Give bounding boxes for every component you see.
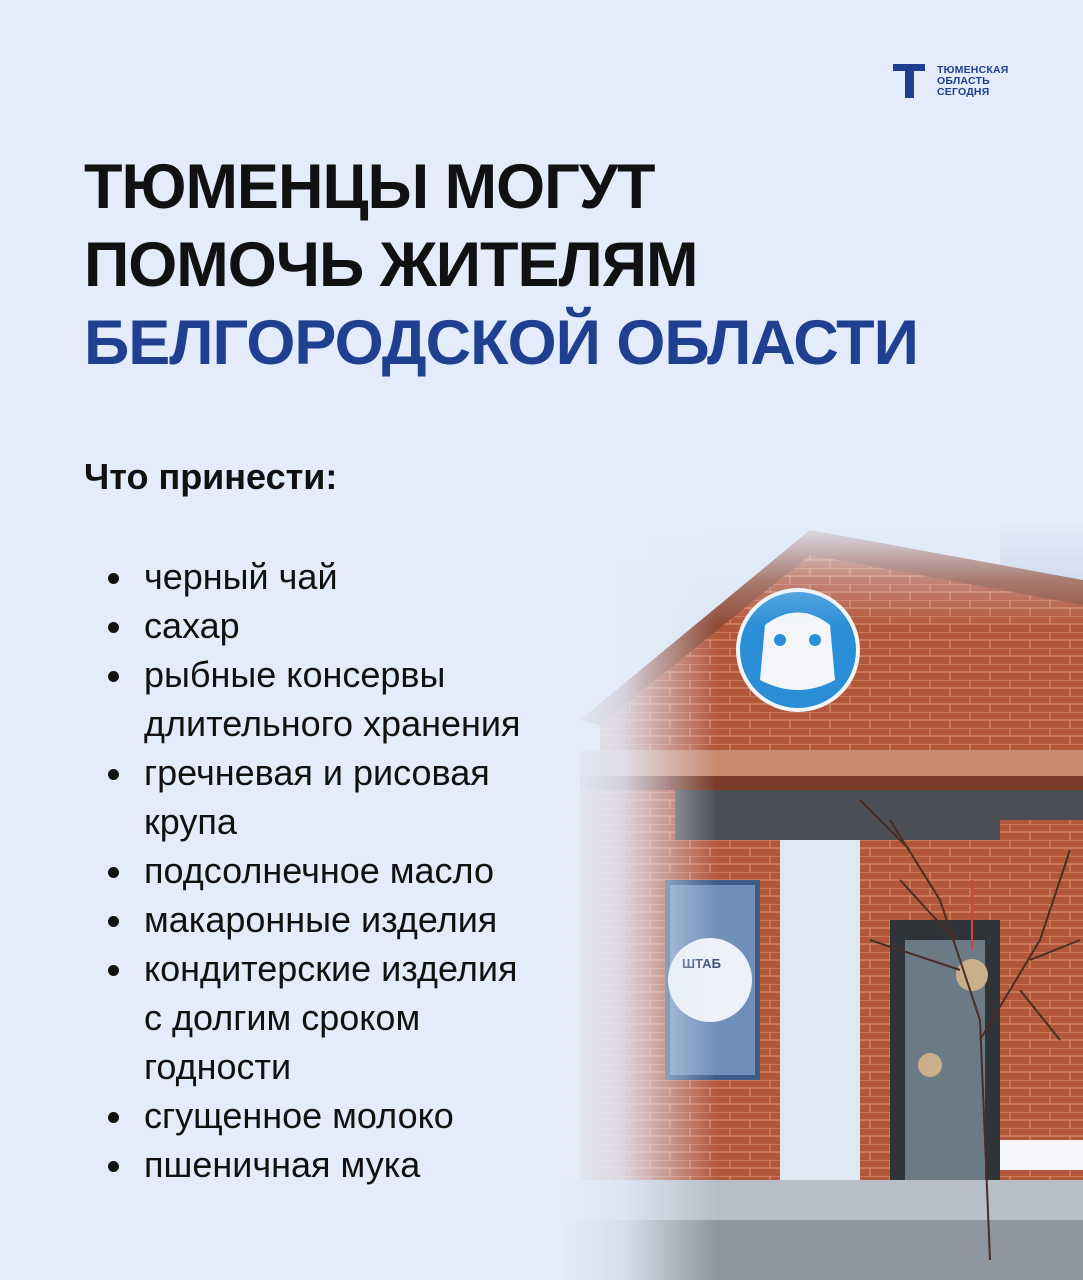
list-item: кондитерские изделия с долгим сроком годности (100, 944, 620, 1091)
headline-line-1: ТЮМЕНЦЫ МОГУТ (84, 152, 655, 222)
list-item: пшеничная мука (100, 1140, 620, 1189)
list-item: гречневая и рисовая крупа (100, 748, 620, 846)
logo-line-2: ОБЛАСТЬ (937, 74, 990, 87)
list-item: макаронные изделия (100, 895, 620, 944)
headline (84, 148, 918, 382)
brand-logo (893, 62, 1009, 100)
logo-text (937, 65, 1009, 98)
logo-line-1: ТЮМЕНСКАЯ (937, 63, 1009, 76)
list-item: сахар (100, 601, 620, 650)
items-list (100, 552, 620, 1189)
list-item: рыбные консервы длительного хранения (100, 650, 620, 748)
list-item: сгущенное молоко (100, 1091, 620, 1140)
list-heading: Что принести: (84, 456, 338, 497)
logo-line-3: СЕГОДНЯ (937, 85, 990, 98)
headline-line-3: БЕЛГОРОДСКОЙ ОБЛАСТИ (84, 308, 918, 378)
logo-t-icon (893, 62, 931, 100)
list-item: черный чай (100, 552, 620, 601)
building-photo (560, 520, 1083, 1280)
list-item: подсолнечное масло (100, 846, 620, 895)
headline-line-2: ПОМОЧЬ ЖИТЕЛЯМ (84, 230, 698, 300)
